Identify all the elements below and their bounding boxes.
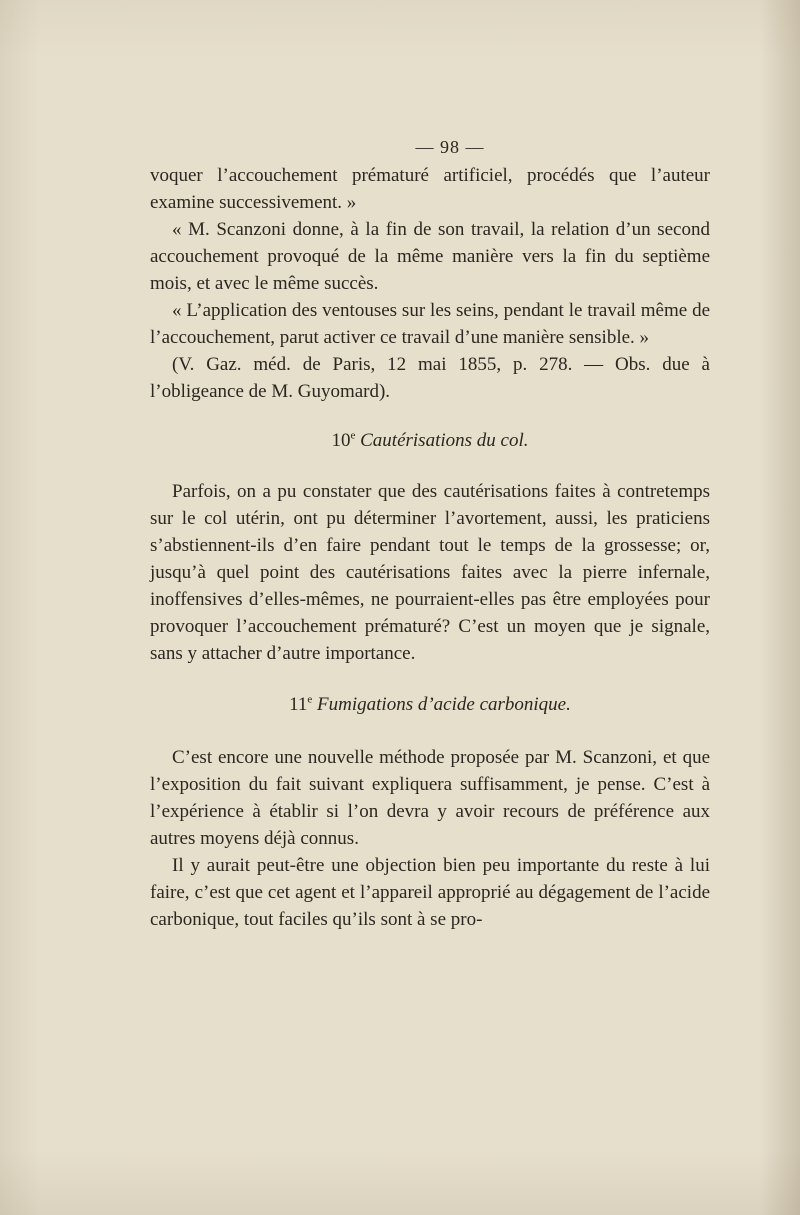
section-11-ordinal: e bbox=[307, 693, 313, 706]
page-text-block bbox=[150, 132, 710, 933]
section-11-heading bbox=[150, 691, 710, 718]
page-number: — 98 — bbox=[415, 137, 485, 157]
paragraph-continuation: voquer l’accouchement prématuré artificiel, procédés que l’auteur examine successivement. » bbox=[150, 165, 710, 213]
section-10-number: 10 bbox=[331, 430, 351, 451]
section-11-title: Fumigations d’acide carbonique. bbox=[317, 694, 571, 715]
section-11-paragraph-1: C’est encore une nouvelle méthode proposée par M. Scanzoni, et que l’exposition du fait suivant expliquera suffisamment, je pense. C’est à l’expérience à établir si l’on devra y avoir recours de préférence aux autres moyens déjà connus. bbox=[150, 747, 710, 849]
section-11-paragraph-2: Il y aurait peut-être une objection bien peu importante du reste à lui faire, c’est que cet agent et l’appareil approprié au dégagement de l’acide carbonique, tout faciles qu’ils sont à se pro- bbox=[150, 855, 710, 930]
section-10-heading bbox=[150, 427, 710, 454]
section-10-title: Cautérisations du col. bbox=[360, 430, 529, 451]
paragraph-ventouses: « L’application des ventouses sur les seins, pendant le travail même de l’accouchement, parut activer ce travail d’une manière sensible. » bbox=[150, 300, 710, 348]
section-10-paragraph: Parfois, on a pu constater que des cautérisations faites à contretemps sur le col utérin, ont pu déterminer l’avortement, aussi, les praticiens s’abstiennent-ils d’en faire pendant tout le temps de la grossesse; or, jusqu’à quel point des cautérisations faites avec la pierre infernale, inoffensives d’elles-mêmes, ne pourraient-elles pas être employées pour provoquer l’accouchement prématuré? C’est un moyen que je signale, sans y attacher d’autre importance. bbox=[150, 481, 710, 664]
section-11-number: 11 bbox=[289, 694, 308, 715]
paragraph-reference: (V. Gaz. méd. de Paris, 12 mai 1855, p. 278. — Obs. due à l’obligeance de M. Guyomard). bbox=[150, 354, 710, 402]
section-10-ordinal: e bbox=[350, 429, 356, 442]
paragraph-scanzoni-second-case: « M. Scanzoni donne, à la fin de son travail, la relation d’un second accouchement provoqué de la même manière vers la fin du septième mois, et avec le même succès. bbox=[150, 219, 710, 294]
